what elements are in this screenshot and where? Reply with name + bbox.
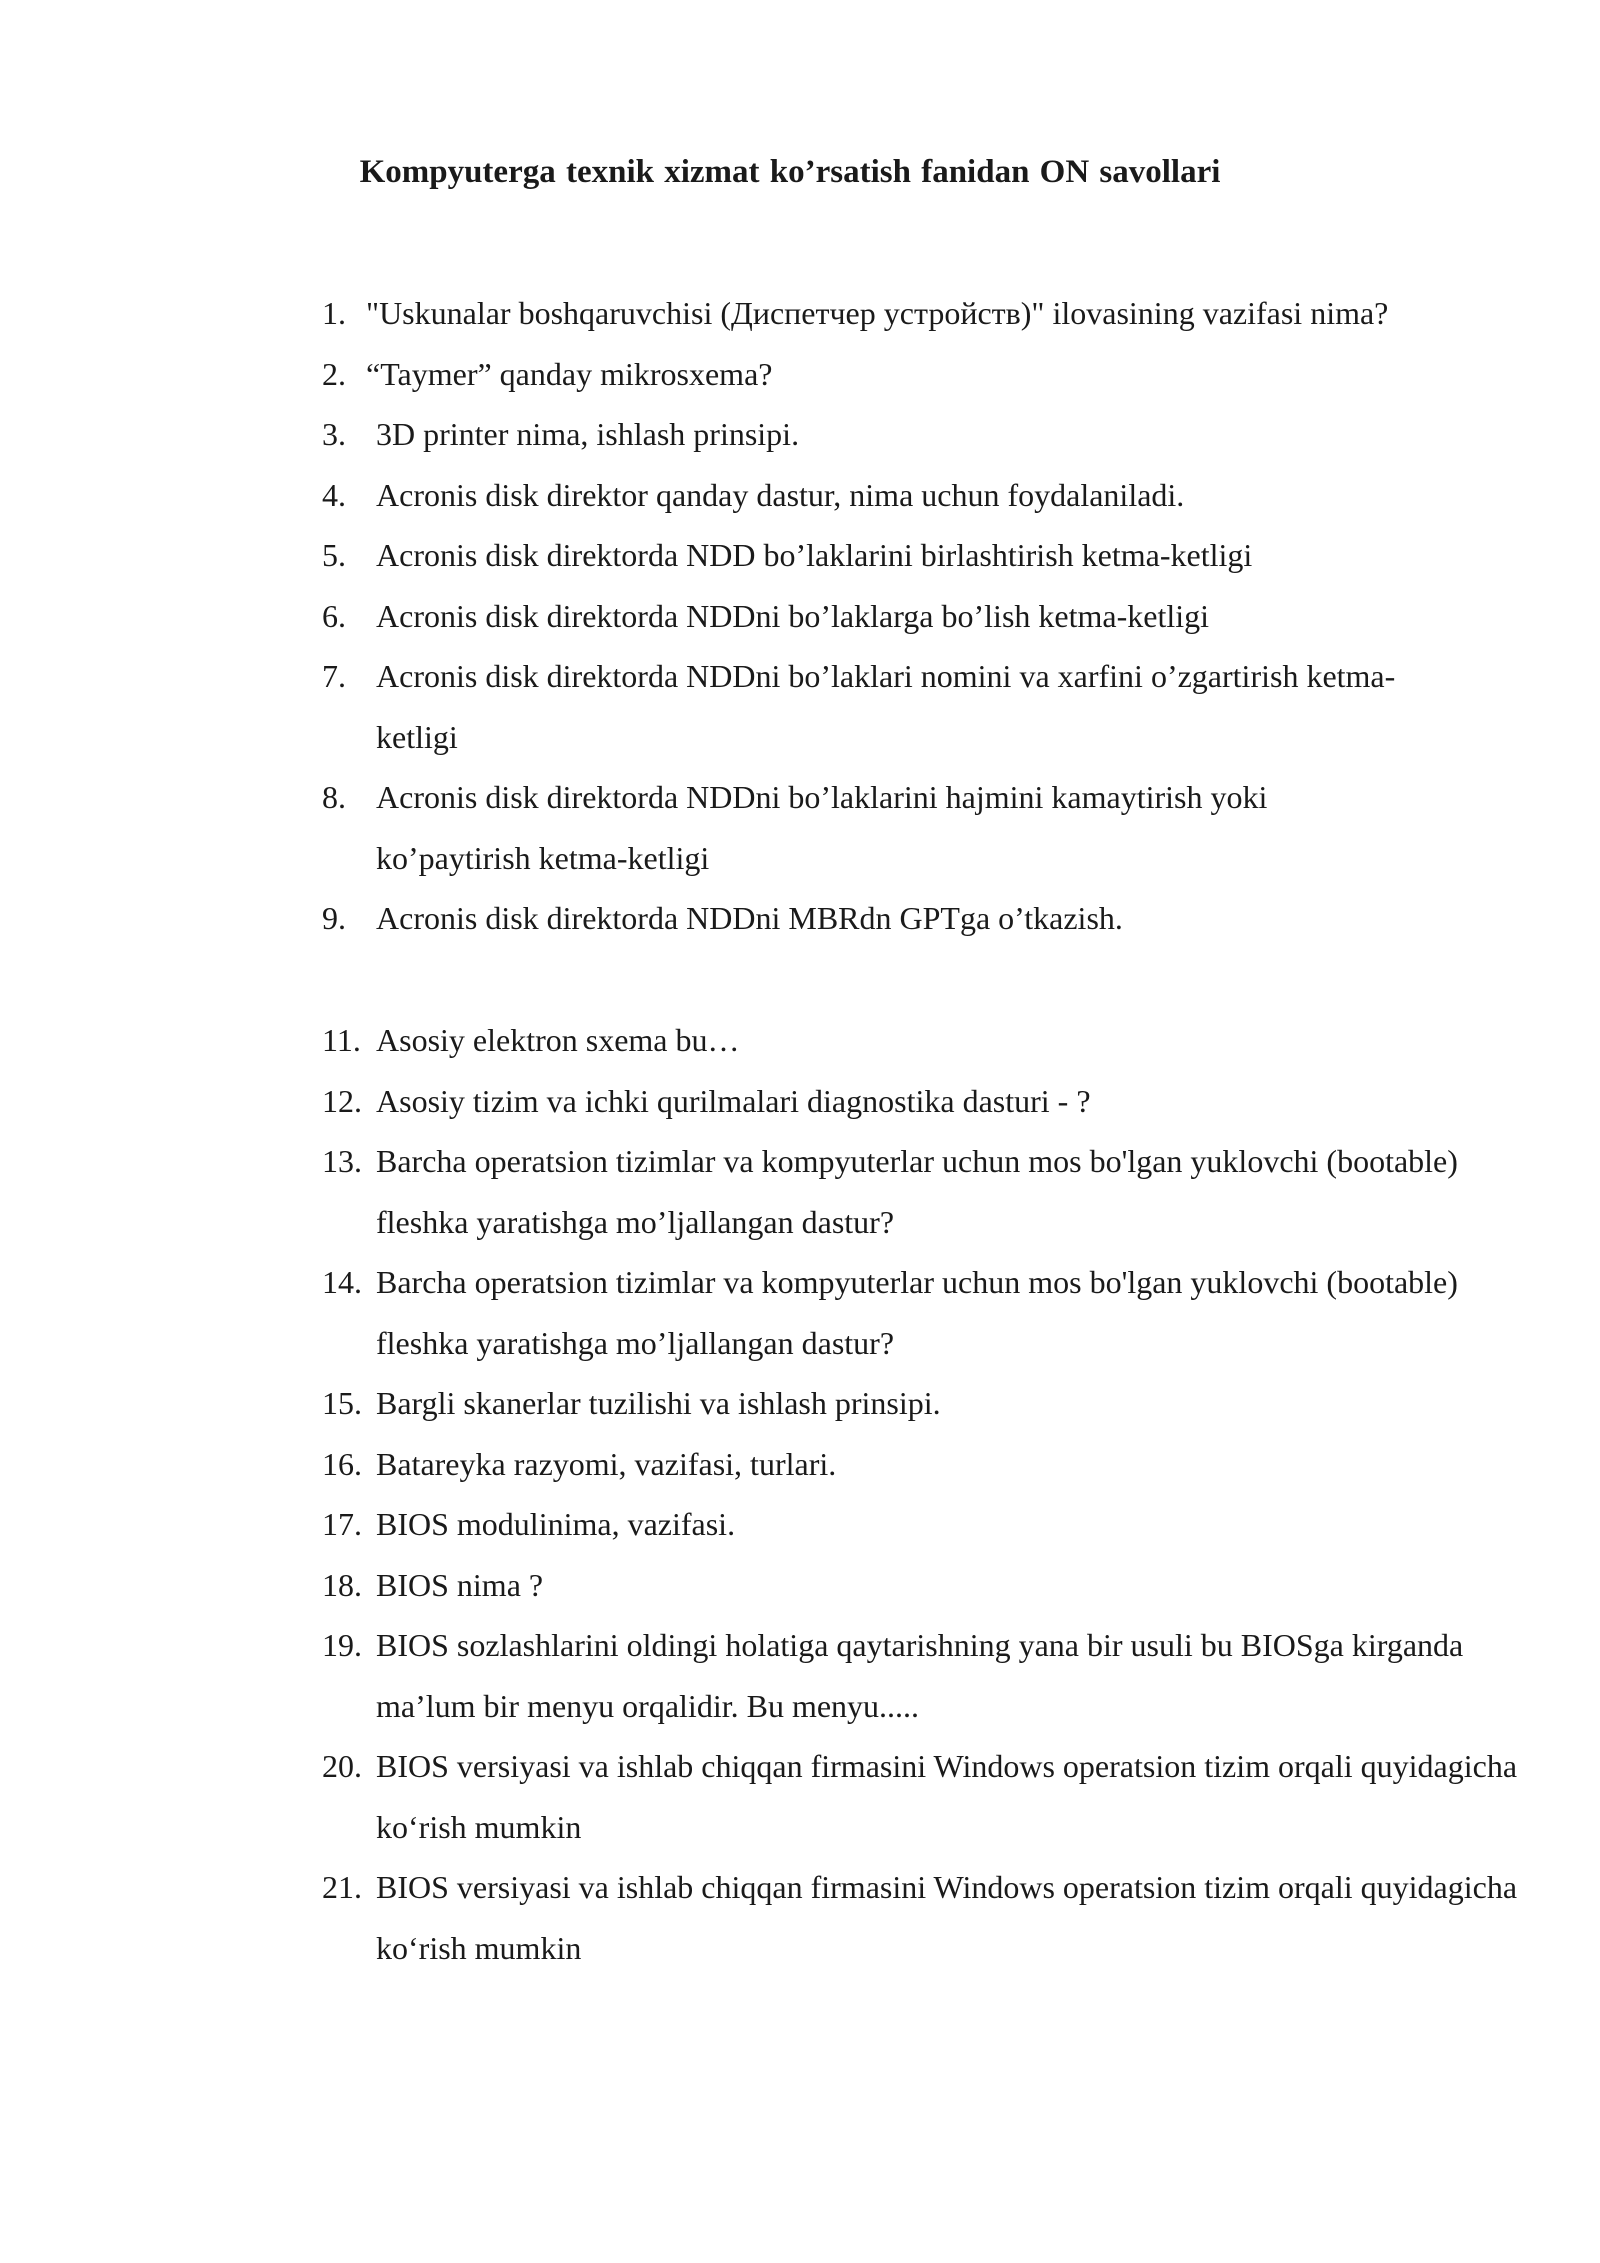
list-item — [322, 1071, 1542, 1132]
list-item — [322, 1857, 1542, 1978]
item-text: BIOS modulinima, vazifasi. — [376, 1506, 736, 1542]
item-number: 19. — [322, 1627, 362, 1663]
item-number: 17. — [322, 1506, 362, 1542]
item-number: 16. — [322, 1445, 362, 1482]
list-item — [322, 1010, 1542, 1071]
item-number: 5. — [322, 537, 346, 573]
list-item — [322, 1252, 1542, 1373]
question-list-part1 — [322, 283, 1542, 949]
list-item — [322, 1555, 1542, 1616]
item-number: 12. — [322, 1082, 362, 1119]
item-text: "Uskunalar boshqaruvchisi (Диспетчер устройств)" ilovasining vazifasi nima? — [366, 295, 1389, 331]
item-number: 13. — [322, 1143, 362, 1179]
item-number: 7. — [322, 658, 346, 694]
item-text: Asosiy elektron sxema bu… — [376, 1022, 740, 1058]
item-number: 9. — [322, 900, 346, 936]
item-text: Acronis disk direktorda NDDni bo’laklarini hajmini kamaytirish yoki ko’paytirish ketma-ketligi — [376, 779, 1268, 876]
item-text: Acronis disk direktorda NDD bo’laklarini birlashtirish ketma-ketligi — [376, 537, 1253, 573]
item-number: 20. — [322, 1748, 362, 1784]
list-item — [322, 888, 1542, 949]
item-text: BIOS versiyasi va ishlab chiqqan firmasini Windows operatsion tizim orqali quyidagicha ko‘rish mumkin — [376, 1748, 1518, 1845]
list-item — [322, 1131, 1542, 1252]
item-number: 3. — [322, 416, 346, 452]
item-number: 15. — [322, 1385, 362, 1421]
item-text: Batareyka razyomi, vazifasi, turlari. — [376, 1445, 837, 1482]
item-text: BIOS versiyasi va ishlab chiqqan firmasini Windows operatsion tizim orqali quyidagicha ko‘rish mumkin — [376, 1869, 1518, 1966]
list-item — [322, 1615, 1542, 1736]
page-title: Kompyuterga texnik xizmat ko’rsatish fanidan ON savollari — [359, 154, 1221, 190]
list-item — [322, 1373, 1542, 1434]
list-item — [322, 767, 1542, 888]
item-text: Asosiy tizim va ichki qurilmalari diagnostika dasturi - ? — [376, 1082, 1091, 1119]
list-item — [322, 404, 1542, 465]
item-text: Acronis disk direktor qanday dastur, nima uchun foydalaniladi. — [376, 476, 1185, 513]
item-text: 3D printer nima, ishlash prinsipi. — [376, 416, 800, 452]
item-number: 14. — [322, 1264, 362, 1300]
item-number: 6. — [322, 597, 346, 634]
item-number: 2. — [322, 355, 346, 392]
item-text: “Taymer” qanday mikrosxema? — [366, 355, 773, 392]
item-text: Barcha operatsion tizimlar va kompyuterlar uchun mos bo'lgan yuklovchi (bootable) fleshka yaratishga mo’ljallangan dastur? — [376, 1143, 1458, 1240]
item-number: 1. — [322, 295, 346, 331]
item-number: 18. — [322, 1566, 362, 1603]
list-item — [322, 1434, 1542, 1495]
item-number: 11. — [322, 1022, 361, 1058]
list-item — [322, 283, 1542, 344]
item-text: Barcha operatsion tizimlar va kompyuterlar uchun mos bo'lgan yuklovchi (bootable) fleshka yaratishga mo’ljallangan dastur? — [376, 1264, 1458, 1361]
item-text: BIOS nima ? — [376, 1566, 544, 1603]
list-item — [322, 465, 1542, 526]
item-text: Acronis disk direktorda NDDni bo’laklari nomini va xarfini o’zgartirish ketma-ketligi — [376, 658, 1396, 755]
item-number: 4. — [322, 476, 346, 513]
list-item — [322, 525, 1542, 586]
list-item — [322, 586, 1542, 647]
item-text: Acronis disk direktorda NDDni MBRdn GPTga o’tkazish. — [376, 900, 1123, 936]
list-item — [322, 1736, 1542, 1857]
item-number: 21. — [322, 1869, 362, 1905]
item-number: 8. — [322, 779, 346, 815]
item-text: Acronis disk direktorda NDDni bo’laklarga bo’lish ketma-ketligi — [376, 597, 1209, 634]
list-item — [322, 646, 1542, 767]
list-item — [322, 1494, 1542, 1555]
item-text: Bargli skanerlar tuzilishi va ishlash prinsipi. — [376, 1385, 941, 1421]
question-list-part2 — [322, 1010, 1542, 1978]
list-item — [322, 344, 1542, 405]
item-text: BIOS sozlashlarini oldingi holatiga qaytarishning yana bir usuli bu BIOSga kirganda ma’lum bir menyu orqalidir. Bu menyu..... — [376, 1627, 1464, 1724]
